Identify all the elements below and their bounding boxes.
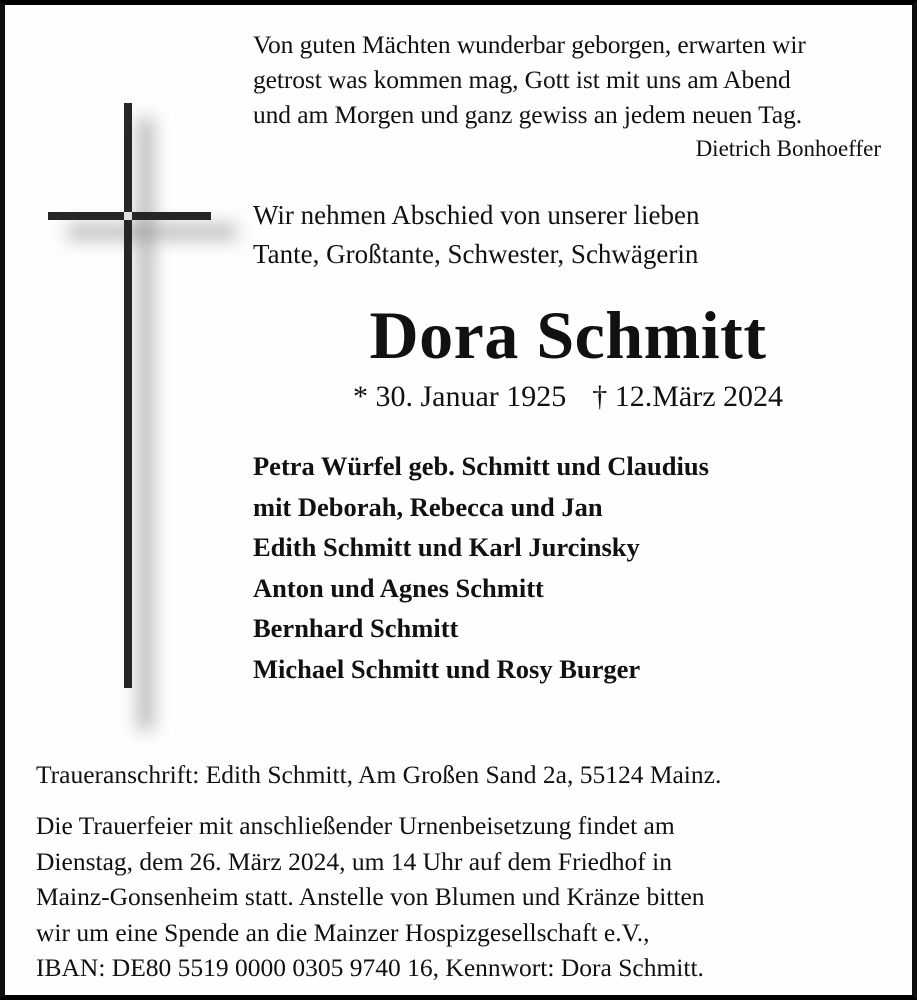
farewell-line: Tante, Großtante, Schwester, Schwägerin [253,239,699,269]
survivor-line: Anton und Agnes Schmitt [253,572,544,603]
christian-cross-icon [35,90,235,720]
birth-symbol: * [352,380,368,413]
funeral-service-info [36,808,896,986]
service-info-line: Dienstag, dem 26. März 2024, um 14 Uhr auf dem Friedhof in [36,846,672,876]
survivor-line: Bernhard Schmitt [253,613,459,643]
survivor-line: Petra Würfel geb. Schmitt und Claudius [253,451,709,481]
cross-vertical-bar [124,103,132,688]
service-info-line: wir um eine Spende an die Mainzer Hospizgesellschaft e.V., [36,917,650,947]
farewell-statement [253,196,883,274]
cross-horizontal-shadow [67,226,237,238]
poem-line: Von guten Mächten wunderbar geborgen, erwarten wir [253,30,806,59]
survivor-line: mit Deborah, Rebecca und Jan [253,491,603,522]
deceased-name: Dora Schmitt [369,297,767,373]
death-symbol: † [592,380,608,413]
poem-line: und am Morgen und ganz gewiss an jedem neuen Tag. [253,100,802,129]
cross-vertical-shadow [139,118,152,730]
survivors-list [253,446,883,689]
memorial-poem [253,27,883,132]
death-date: 12.März 2024 [614,380,784,413]
survivor-line: Edith Schmitt und Karl Jurcinsky [253,532,640,562]
notice-footer [36,757,896,986]
notice-text-column [253,27,883,689]
cross-center-highlight [124,212,132,220]
service-info-line: Mainz-Gonsenheim statt. Anstelle von Blumen und Kränze bitten [36,882,705,911]
life-dates [253,376,883,418]
farewell-line: Wir nehmen Abschied von unserer lieben [253,200,700,230]
service-info-line: Die Trauerfeier mit anschließender Urnenbeisetzung findet am [36,811,675,840]
mourning-address: Traueranschrift: Edith Schmitt, Am Großen Sand 2a, 55124 Mainz. [36,760,722,789]
birth-date: 30. Januar 1925 [375,380,567,413]
survivor-line: Michael Schmitt und Rosy Burger [253,653,641,684]
donation-iban-line: IBAN: DE80 5519 0000 0305 9740 16, Kennwort: Dora Schmitt. [36,953,704,982]
poem-attribution: Dietrich Bonhoeffer [695,136,881,161]
poem-line: getrost was kommen mag, Gott ist mit uns am Abend [253,65,791,94]
